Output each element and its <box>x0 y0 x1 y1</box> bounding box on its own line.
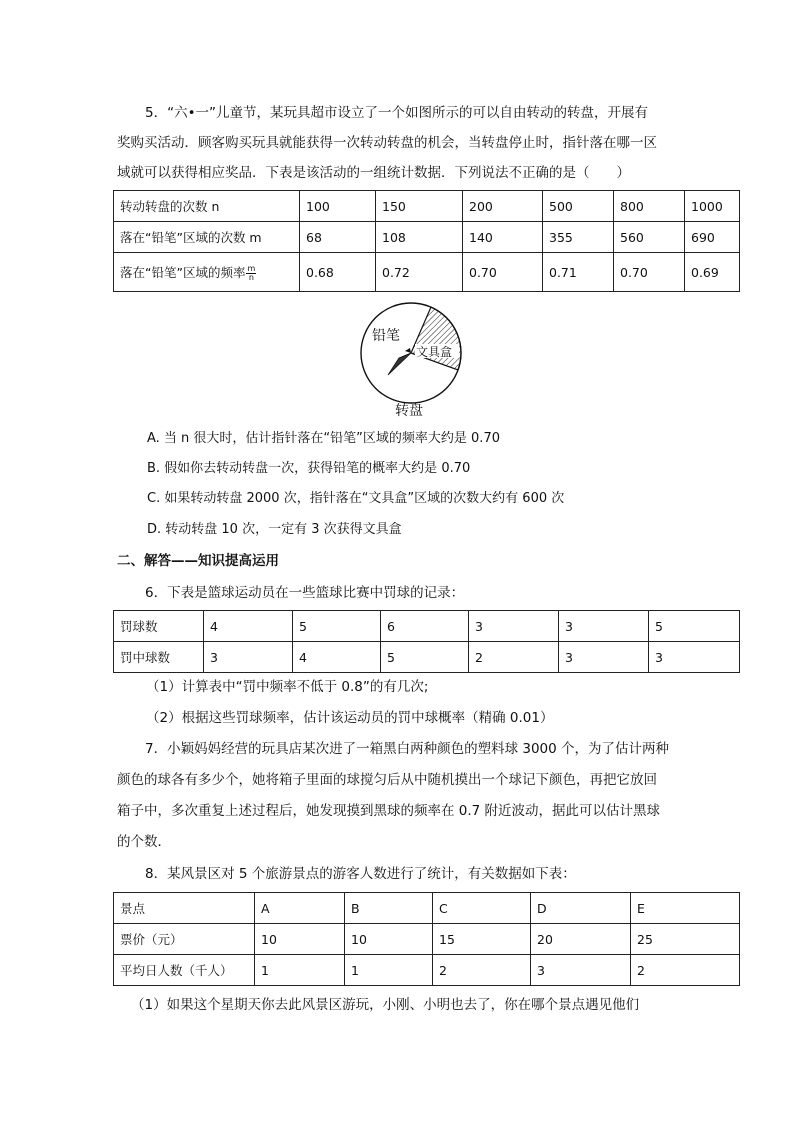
row-label-price: 票价（元） <box>114 924 255 955</box>
visitors-cell: 2 <box>631 955 740 986</box>
table-row <box>114 222 740 253</box>
spinner-caption: 转盘 <box>395 403 423 419</box>
n-cell: 100 <box>300 191 376 222</box>
q6-free-throw-table <box>113 610 740 673</box>
visitors-cell: 3 <box>531 955 631 986</box>
pencil-box-region-label: 文具盒 <box>416 345 453 359</box>
price-cell: 10 <box>345 924 433 955</box>
made-cell: 4 <box>293 642 381 673</box>
made-cell: 3 <box>559 642 649 673</box>
section-2-title: 二、解答——知识提高运用 <box>117 553 279 569</box>
q7-line-4: 的个数． <box>117 834 171 850</box>
table-row <box>114 955 740 986</box>
q6-sub-1: （1）计算表中“罚中频率不低于 0.8”的有几次; <box>146 679 429 695</box>
shots-cell: 4 <box>204 611 293 642</box>
row-label-visitors: 平均日人数（千人） <box>114 955 255 986</box>
freq-cell: 0.69 <box>685 253 740 292</box>
m-cell: 690 <box>685 222 740 253</box>
m-cell: 355 <box>543 222 614 253</box>
row-label-made: 罚中球数 <box>114 642 204 673</box>
q7-line-2: 颜色的球各有多少个，她将箱子里面的球搅匀后从中随机摸出一个球记下颜色，再把它放回 <box>117 772 657 788</box>
spot-cell: D <box>531 893 631 924</box>
q7-line-1: 7．小颖妈妈经营的玩具店某次进了一箱黑白两种颜色的塑料球 3000 个，为了估计两种 <box>145 741 670 757</box>
q5-option-a: A. 当 n 很大时，估计指针落在“铅笔”区域的频率大约是 0.70 <box>147 431 500 446</box>
q8-scenic-table <box>113 892 740 986</box>
table-row <box>114 924 740 955</box>
spinner-figure <box>355 298 475 420</box>
price-cell: 25 <box>631 924 740 955</box>
row-label-spins: 转动转盘的次数 n <box>114 191 300 222</box>
m-cell: 108 <box>376 222 463 253</box>
shots-cell: 3 <box>559 611 649 642</box>
made-cell: 3 <box>649 642 740 673</box>
table-row <box>114 253 740 292</box>
q5-stats-table <box>113 190 740 292</box>
q5-option-c: C. 如果转动转盘 2000 次，指针落在“文具盒”区域的次数大约有 600 次 <box>147 491 565 506</box>
freq-cell: 0.71 <box>543 253 614 292</box>
n-cell: 200 <box>463 191 543 222</box>
shots-cell: 5 <box>293 611 381 642</box>
table-row <box>114 893 740 924</box>
n-cell: 150 <box>376 191 463 222</box>
visitors-cell: 1 <box>255 955 345 986</box>
freq-cell: 0.68 <box>300 253 376 292</box>
q5-line-3: 域就可以获得相应奖品．下表是该活动的一组统计数据．下列说法不正确的是（ ） <box>117 165 630 181</box>
freq-cell: 0.72 <box>376 253 463 292</box>
spot-cell: A <box>255 893 345 924</box>
spot-cell: E <box>631 893 740 924</box>
table-row <box>114 642 740 673</box>
m-cell: 140 <box>463 222 543 253</box>
m-cell: 68 <box>300 222 376 253</box>
frequency-label-text: 落在“铅笔”区域的频率 <box>120 264 246 280</box>
freq-cell: 0.70 <box>614 253 685 292</box>
q6-intro: 6．下表是篮球运动员在一些篮球比赛中罚球的记录： <box>145 585 465 601</box>
price-cell: 10 <box>255 924 345 955</box>
table-row <box>114 611 740 642</box>
q5-line-1: 5．“六•一”儿童节，某玩具超市设立了一个如图所示的可以自由转动的转盘，开展有 <box>145 105 649 121</box>
q8-intro: 8．某风景区对 5 个旅游景点的游客人数进行了统计，有关数据如下表： <box>145 866 576 882</box>
freq-cell: 0.70 <box>463 253 543 292</box>
visitors-cell: 2 <box>433 955 531 986</box>
n-cell: 1000 <box>685 191 740 222</box>
table-row <box>114 191 740 222</box>
price-cell: 15 <box>433 924 531 955</box>
shots-cell: 5 <box>649 611 740 642</box>
spot-cell: B <box>345 893 433 924</box>
row-label-pencil-frequency <box>114 253 300 292</box>
visitors-cell: 1 <box>345 955 433 986</box>
q8-sub-1: （1）如果这个星期天你去此风景区游玩，小刚、小明也去了，你在哪个景点遇见他们 <box>131 997 640 1013</box>
q5-option-b: B. 假如你去转动转盘一次，获得铅笔的概率大约是 0.70 <box>147 461 471 476</box>
pencil-region-label: 铅笔 <box>372 328 400 344</box>
q6-sub-2: （2）根据这些罚球频率，估计该运动员的罚中球概率（精确 0.01） <box>146 710 554 726</box>
spot-cell: C <box>433 893 531 924</box>
shots-cell: 6 <box>381 611 469 642</box>
price-cell: 20 <box>531 924 631 955</box>
row-label-pencil-count: 落在“铅笔”区域的次数 m <box>114 222 300 253</box>
made-cell: 3 <box>204 642 293 673</box>
row-label-shots: 罚球数 <box>114 611 204 642</box>
shots-cell: 3 <box>469 611 559 642</box>
fraction-numerator: m <box>247 263 256 273</box>
fraction-denominator: n <box>248 272 254 282</box>
made-cell: 5 <box>381 642 469 673</box>
n-cell: 500 <box>543 191 614 222</box>
m-cell: 560 <box>614 222 685 253</box>
q5-line-2: 奖购买活动．顾客购买玩具就能获得一次转动转盘的机会，当转盘停止时，指针落在哪一区 <box>117 135 657 151</box>
q5-option-d: D. 转动转盘 10 次，一定有 3 次获得文具盒 <box>147 522 402 537</box>
row-label-spot: 景点 <box>114 893 255 924</box>
m-over-n-fraction <box>246 265 256 282</box>
made-cell: 2 <box>469 642 559 673</box>
q7-line-3: 箱子中，多次重复上述过程后，她发现摸到黑球的频率在 0.7 附近波动，据此可以估计黑球 <box>117 803 661 819</box>
n-cell: 800 <box>614 191 685 222</box>
